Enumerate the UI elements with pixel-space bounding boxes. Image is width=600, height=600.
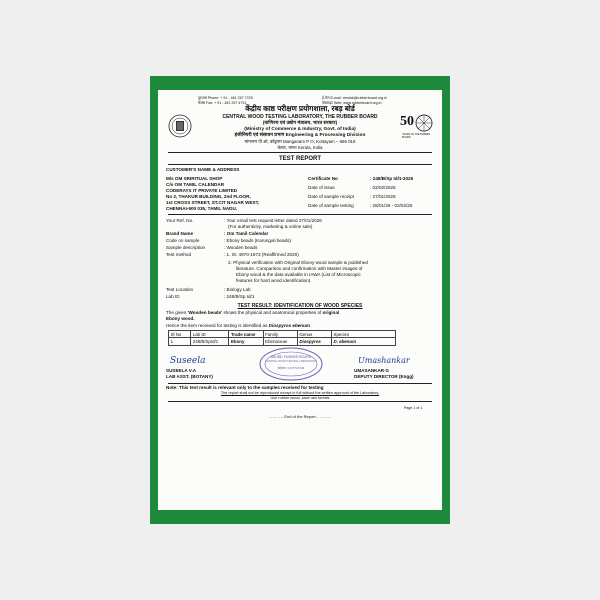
description-label: Sample description xyxy=(166,245,206,250)
header-phone: दूरभाष Phone: + 91 - 481 257 7378 xyxy=(198,96,253,100)
certificate-number-value: : 248/B/Sp Id/1-2026 xyxy=(370,176,414,181)
left-signer-title: LAB ASST. (BOTANY) xyxy=(166,374,213,379)
result-table xyxy=(168,330,396,346)
method-2-line: Ebony wood & the data available in IAWA (List of Microscopic xyxy=(236,272,361,277)
result-heading: TEST RESULT: IDENTIFICATION OF WOOD SPECIES xyxy=(237,303,363,309)
customer-line: CODERAYS IT PRIVATE LIMITED xyxy=(166,188,238,193)
customer-line: No 2, THAKUR BUILDING, 2nd FLOOR, xyxy=(166,194,251,199)
result-paragraph-1: The given 'Wooden beads' shows the physical and anatomical properties of original xyxy=(166,310,340,315)
end-of-report: …………End of the Report………… xyxy=(268,414,332,419)
left-signature: Suseela xyxy=(170,356,206,366)
note-3: Use rubber wood, save rain forests xyxy=(270,396,330,400)
header-website: वेबसाइट Web: www.rubberboard.org.in xyxy=(322,100,382,105)
table-row xyxy=(169,338,396,345)
table-cell: Ebenaceae xyxy=(263,338,297,345)
your-ref-note: (For authenticity, marketing & online sale) xyxy=(228,224,313,229)
result-paragraph-2: Ebony wood. xyxy=(166,316,195,321)
table-cell: D. ebenum xyxy=(331,338,395,345)
right-signer-title: DEPUTY DIRECTOR (Engg) xyxy=(354,374,414,379)
notes-divider-top xyxy=(168,383,432,384)
page-number: Page 1 of 1 xyxy=(404,406,423,410)
header-email: ई-मेल E-mail: rrimlab@rubberboard.org.in xyxy=(322,96,387,100)
method-1: : 1. IS: 4970-1973 (Reaffirmed 2020) xyxy=(224,252,299,257)
address-line-2: केरल, भारत Kerala, India xyxy=(277,145,323,150)
stamp-text: रबड़ बोर्ड / RUBBER BOARD xyxy=(270,355,312,359)
note-2: The report shall not be reproduced except in full without the written approval of the Laboratory. xyxy=(220,391,380,395)
table-header-cell: Lab ID xyxy=(191,331,229,338)
ministry-hindi: (वाणिज्य एवं उद्योग मंत्रालय, भारत सरकार) xyxy=(262,121,338,126)
customer-line: M/s OM SRIRITUAL SHOP xyxy=(166,176,223,181)
fifty-years-emblem-icon xyxy=(396,112,436,142)
code-label: Code on sample xyxy=(166,238,200,243)
method-2-line: literature. Comparison and confirmation with Master images of xyxy=(236,266,363,271)
date-of-issue-label: Date of issue xyxy=(308,185,335,190)
lab-id-label: Lab ID xyxy=(166,294,180,299)
stamp-place: कोट्टयम / KOTTAYAM xyxy=(277,366,305,370)
your-ref-value: : Your email test request letter dated 27/01/2026 xyxy=(224,218,322,223)
table-header-cell: Trade name xyxy=(229,331,263,338)
code-value: : Ebony beads (Karungali beads) xyxy=(224,238,291,243)
official-stamp xyxy=(258,346,324,382)
date-of-testing-label: Date of sample testing xyxy=(308,203,354,208)
date-of-receipt-value: : 27/01/2026 xyxy=(370,194,396,199)
title-english: CENTRAL WOOD TESTING LABORATORY, THE RUBBER BOARD xyxy=(222,114,378,120)
customer-line: C/o OM TAMIL CALENDAR xyxy=(166,182,225,187)
table-header-cell: Genus xyxy=(297,331,331,338)
brand-label: Brand Name xyxy=(166,231,194,236)
title-hindi: केंद्रीय काष्ठ परीक्षण प्रयोगशाला, रबड़ बोर्ड xyxy=(245,104,355,113)
date-of-issue-value: : 02/02/2026 xyxy=(370,185,396,190)
left-signer-name: SUSEELA V.A xyxy=(166,368,197,373)
emblem-caption: YEARS OF THE RUBBER BOARD xyxy=(402,133,431,139)
brand-value: : Om Tamil Calendar xyxy=(224,231,269,236)
header-fax: फैक्स Fax: + 91 - 481 257 4731 xyxy=(198,100,247,105)
customer-divider xyxy=(168,214,432,215)
certificate-paper xyxy=(158,90,442,510)
emblem-number: 50 xyxy=(400,114,414,129)
header-divider xyxy=(168,152,432,153)
ministry-english: (Ministry of Commerce & Industry, Govt. of India) xyxy=(244,127,356,132)
certificate-number-label: Certificate No xyxy=(308,176,338,181)
table-header-row xyxy=(169,331,396,338)
location-value: : Biology Lab xyxy=(224,287,251,292)
lab-id-value: : 248/B/Sp Id/1 xyxy=(224,294,255,299)
right-signer-name: UMASANKAR G xyxy=(354,368,389,373)
method-2-line: 2. Physical verification with Original Ebony wood sample & published xyxy=(228,260,368,265)
method-label: Test method xyxy=(166,252,192,257)
report-title: TEST REPORT xyxy=(278,156,321,162)
date-of-testing-value: : 28/01/26 - 02/02/26 xyxy=(370,203,413,208)
method-2-line: features for hard wood identification). xyxy=(236,278,312,283)
stamp-inner-text: CENTRAL WOOD TESTING LABORATORY xyxy=(265,360,317,363)
title-divider xyxy=(168,164,432,165)
result-paragraph-3: Hence the item received for testing is identified as Diospyros ebenum xyxy=(166,323,311,328)
note-1: Note: This test result is relevant only to the samples received for testing xyxy=(166,385,324,390)
address-line-1: मांगानम पी ओ, कोट्टयम Manganam P O, Kottayam – 686 018 xyxy=(244,139,356,144)
description-value: : Wooden beads xyxy=(224,245,258,250)
table-cell: Diospyros xyxy=(297,338,331,345)
location-label: Test Location xyxy=(166,287,194,292)
certificate-document xyxy=(150,76,450,524)
customer-line: CHENNAI-600 035, TAMIL NADU. xyxy=(166,206,238,211)
table-header-cell: Sl No xyxy=(169,331,191,338)
table-cell: 1 xyxy=(169,338,191,345)
table-cell: Ebony xyxy=(229,338,263,345)
table-cell: 248/B/SpId/1 xyxy=(191,338,229,345)
your-ref-label: Your Ref. No. xyxy=(166,218,194,223)
date-of-receipt-label: Date of sample receipt xyxy=(308,194,354,199)
table-header-cell: Family xyxy=(263,331,297,338)
customer-line: 1st CROSS STREET, ST.CIT NAGAR WEST, xyxy=(166,200,260,205)
customer-heading: CUSTOMER'S NAME & ADDRESS xyxy=(166,167,240,172)
division: इंजीनियरी एवं संसाधन प्रभाग Engineering & Processing Division xyxy=(234,133,366,138)
right-signature: Umashankar xyxy=(358,356,410,365)
notes-divider-bottom xyxy=(168,401,432,402)
table-header-cell: Species xyxy=(331,331,395,338)
